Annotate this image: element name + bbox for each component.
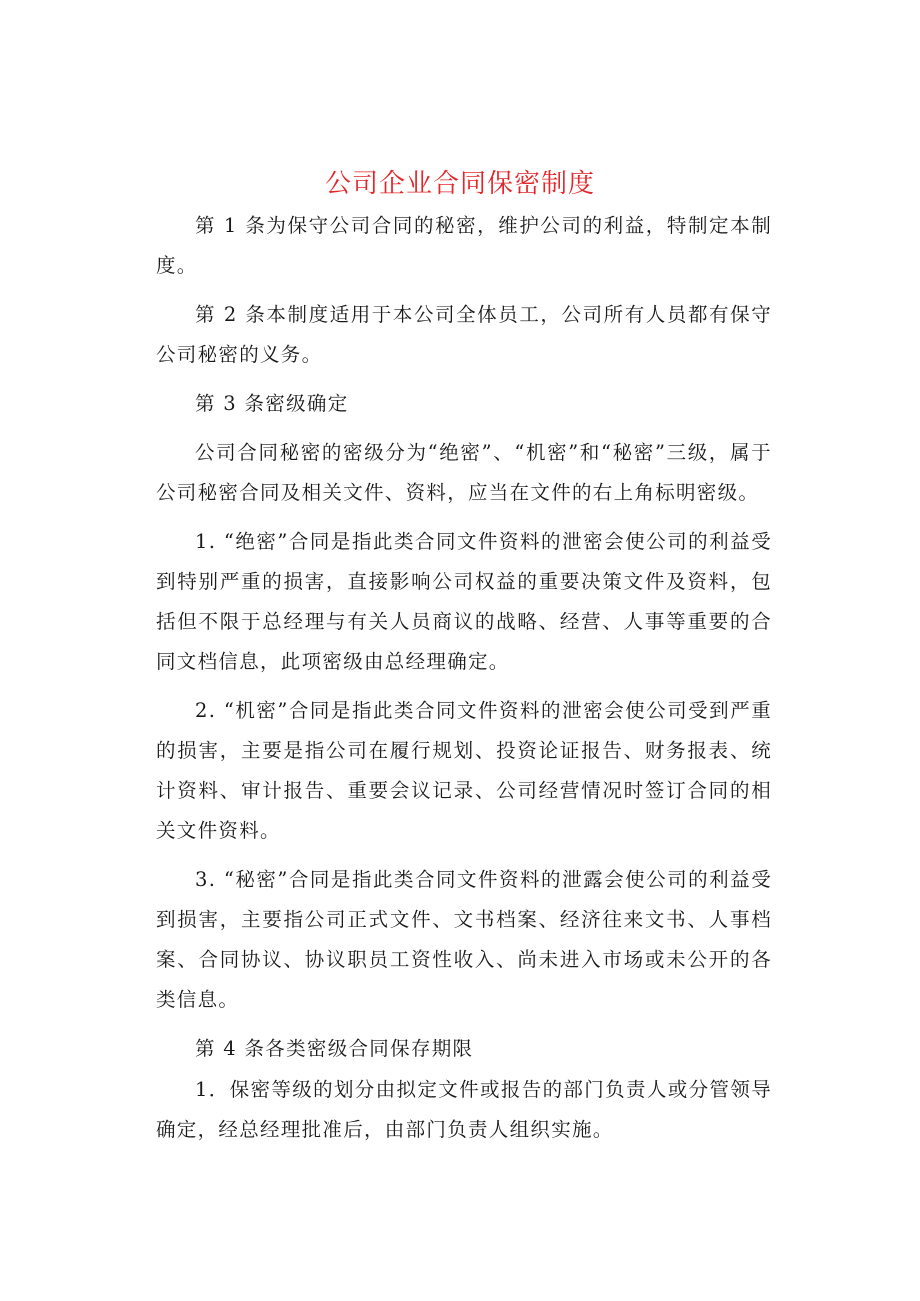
document-title: 公司企业合同保密制度 (324, 169, 595, 199)
article-1: 第 1 条为保守公司合同的秘密，维护公司的利益，特制定本制度。 (156, 214, 772, 277)
article-4-heading: 第 4 条各类密级合同保存期限 (195, 1037, 474, 1060)
level-secret: 3. “秘密”合同是指此类合同文件资料的泄露会使公司的利益受到损害，主要指公司正式文件、文书档案、经济往来文书、人事档案、合同协议、协议职员工资性收入、尚未进入市场或未公开的各类信息。 (156, 868, 772, 1011)
level-confidential: 2. “机密”合同是指此类合同文件资料的泄密会使公司受到严重的损害，主要是指公司在履行规划、投资论证报告、财务报表、统计资料、审计报告、重要会议记录、公司经营情况时签订合同的相关文件资料。 (156, 699, 772, 842)
classification-levels: 公司合同秘密的密级分为“绝密”、“机密”和“秘密”三级，属于公司秘密合同及相关文件、资料，应当在文件的右上角标明密级。 (156, 441, 772, 504)
document-body (156, 206, 772, 1159)
article-4-item-1: 1．保密等级的划分由拟定文件或报告的部门负责人或分管领导确定，经总经理批准后，由部门负责人组织实施。 (156, 1078, 772, 1141)
article-2: 第 2 条本制度适用于本公司全体员工，公司所有人员都有保守公司秘密的义务。 (156, 303, 772, 366)
article-3-heading: 第 3 条密级确定 (195, 392, 349, 415)
level-top-secret: 1. “绝密”合同是指此类合同文件资料的泄密会使公司的利益受到特别严重的损害，直接影响公司权益的重要决策文件及资料，包括但不限于总经理与有关人员商议的战略、经营、人事等重要的合同文档信息，此项密级由总经理确定。 (156, 530, 772, 673)
